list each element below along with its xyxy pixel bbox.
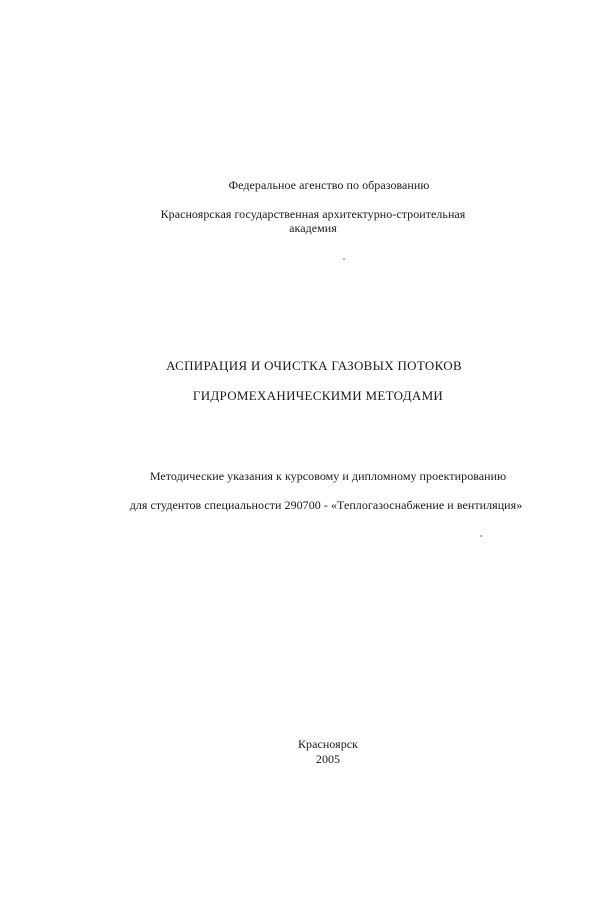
scan-speck <box>480 535 482 537</box>
publication-city: Красноярск <box>297 737 359 751</box>
document-title-line1: АСПИРАЦИЯ И ОЧИСТКА ГАЗОВЫХ ПОТОКОВ <box>166 358 462 373</box>
agency-name: Федеральное агенство по образованию <box>228 178 430 192</box>
scan-speck <box>343 258 345 260</box>
academy-name-line1: Красноярская государственная архитектурно-строительная <box>160 207 466 221</box>
document-title-line2: ГИДРОМЕХАНИЧЕСКИМИ МЕТОДАМИ <box>192 388 444 403</box>
publication-year: 2005 <box>315 752 341 766</box>
academy-name-line2: академия <box>289 221 337 235</box>
description-line2: для студентов специальности 290700 - «Теплогазоснабжение и вентиляция» <box>129 498 523 512</box>
description-line1: Методические указания к курсовому и дипломному проектированию <box>149 469 507 483</box>
